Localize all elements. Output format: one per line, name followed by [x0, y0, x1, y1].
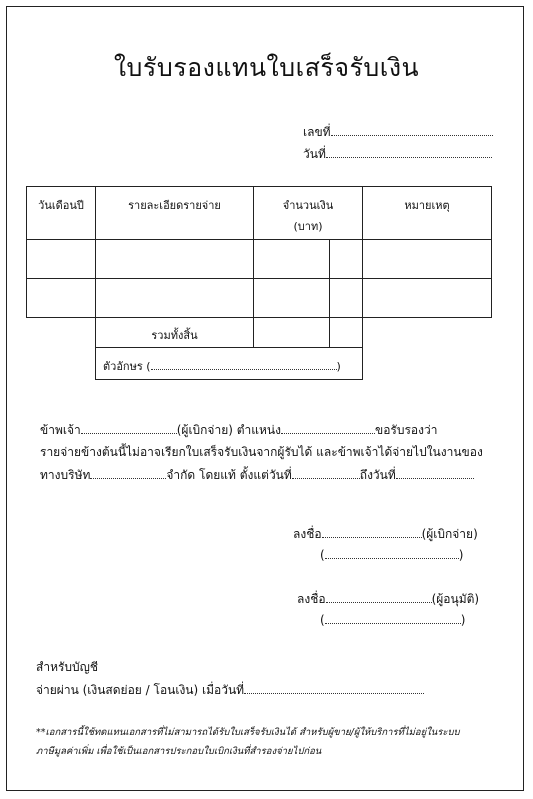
paren-open: (: [320, 548, 325, 562]
to-date-field[interactable]: [396, 466, 474, 479]
approver-signature-field[interactable]: [326, 590, 432, 603]
number-field[interactable]: [331, 123, 493, 136]
header-detail: รายละเอียดรายจ่าย: [128, 199, 221, 212]
document-title: ใบรับรองแทนใบเสร็จรับเงิน: [113, 53, 420, 82]
date-row: [303, 145, 492, 164]
approver-signature-row: [297, 590, 479, 609]
payer-signature-field[interactable]: [322, 525, 422, 538]
header-amount-unit: (บาท): [293, 220, 323, 233]
number-row: [303, 123, 493, 142]
statement-i-label: ข้าพเจ้า: [40, 423, 81, 437]
footnote-line-1: **เอกสารนี้ใช้ทดแทนเอกสารที่ไม่สามารถได้รับใบเสร็จรับเงินได้ สำหรับผู้ขาย/ผู้ให้บริการที่ไม่อยู่ในระบบ: [36, 727, 460, 738]
accounting-pay-row: [36, 681, 424, 700]
statement-from-label: จำกัด โดยแท้ ตั้งแต่วันที่: [166, 468, 292, 482]
payer-role-label: (ผู้เบิกจ่าย): [421, 527, 478, 541]
pay-date-field[interactable]: [244, 681, 424, 694]
approver-sign-label: ลงชื่อ: [297, 592, 326, 606]
company-field[interactable]: [90, 466, 166, 479]
header-amount: จำนวนเงิน: [282, 199, 334, 212]
paren-close: ): [460, 613, 466, 627]
approver-role-label: (ผู้อนุมัติ): [431, 592, 480, 606]
from-date-field[interactable]: [292, 466, 360, 479]
statement-line-2: รายจ่ายข้างต้นนี้ไม่อาจเรียกใบเสร็จรับเงินจากผู้รับได้ และข้าพเจ้าได้จ่ายไปในงานของ: [40, 445, 483, 459]
statement-company-label: ทางบริษัท: [40, 468, 91, 482]
payer-name-field[interactable]: [81, 421, 177, 434]
in-words-close: ): [336, 360, 341, 373]
footnote-line-2: ภาษีมูลค่าเพิ่ม เพื่อใช้เป็นเอกสารประกอบใบเบิกเงินที่สำรองจ่ายไปก่อน: [36, 746, 322, 757]
payer-name-row: [320, 546, 463, 562]
payer-signature-row: [293, 525, 478, 544]
in-words-field[interactable]: [151, 359, 337, 370]
pay-method-label: จ่ายผ่าน (เงินสดย่อย / โอนเงิน) เมื่อวันที่: [36, 683, 245, 697]
paren-open: (: [320, 613, 325, 627]
statement-payer-label: (ผู้เบิกจ่าย): [176, 423, 233, 437]
number-label: เลขที่: [303, 125, 331, 139]
approver-printed-name-field[interactable]: [325, 611, 461, 624]
header-date: วันเดือนปี: [38, 199, 84, 212]
statement-line-1: [40, 421, 437, 440]
statement-certify-label: ขอรับรองว่า: [375, 423, 438, 437]
total-label: รวมทั้งสิ้น: [151, 329, 198, 342]
accounting-heading: สำหรับบัญชี: [36, 660, 99, 674]
amount-in-words-row: [103, 357, 341, 375]
approver-name-row: [320, 611, 465, 627]
in-words-label: ตัวอักษร (: [103, 360, 151, 373]
date-field[interactable]: [326, 145, 492, 158]
statement-position-label: ตำแหน่ง: [236, 423, 281, 437]
statement-to-label: ถึงวันที่: [359, 468, 396, 482]
payer-printed-name-field[interactable]: [325, 546, 459, 559]
date-label: วันที่: [303, 147, 326, 161]
paren-close: ): [458, 548, 464, 562]
payer-sign-label: ลงชื่อ: [293, 527, 322, 541]
header-remark: หมายเหตุ: [404, 199, 450, 212]
position-field[interactable]: [281, 421, 375, 434]
statement-line-3: [40, 466, 474, 485]
